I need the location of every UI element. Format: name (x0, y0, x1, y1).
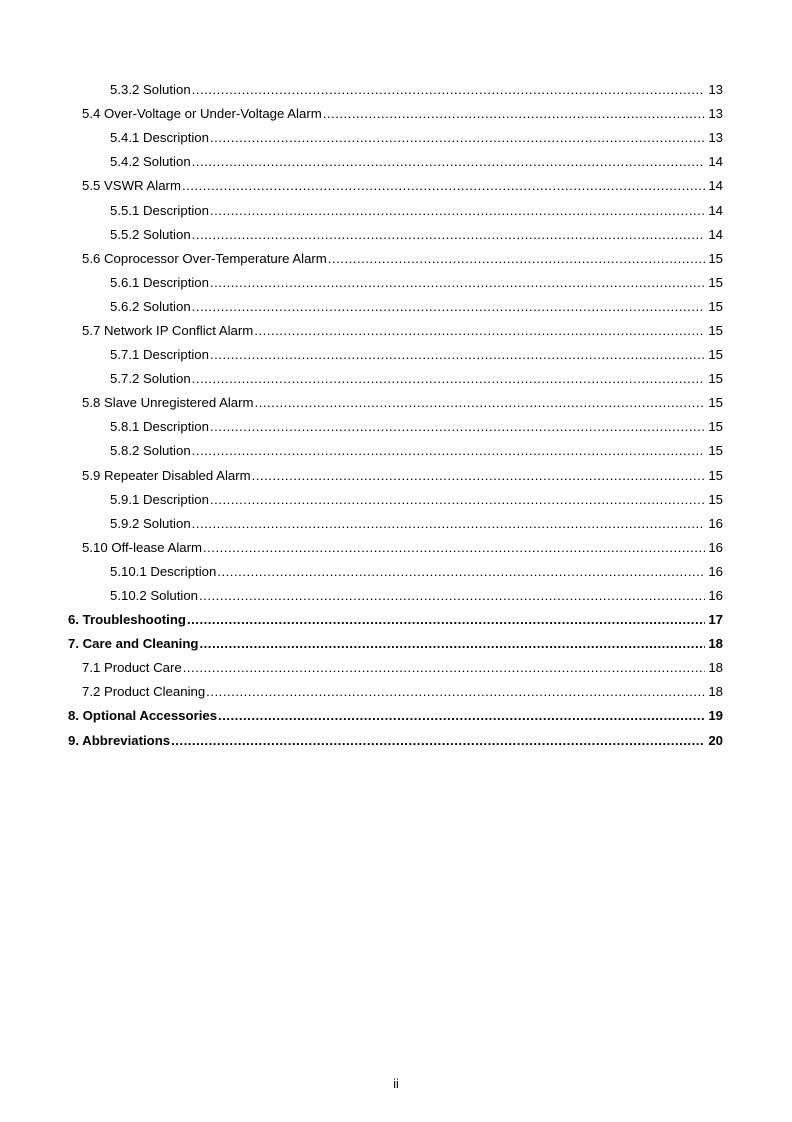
toc-entry-label: 5.9.2 Solution (110, 515, 191, 531)
toc-dot-leader (328, 251, 706, 267)
toc-entry[interactable] (0, 632, 792, 656)
toc-entry-page-number: 14 (708, 202, 723, 218)
toc-entry-page-number: 15 (708, 395, 723, 411)
toc-dot-leader (192, 443, 706, 459)
toc-dot-leader (192, 299, 706, 315)
toc-dot-leader (254, 323, 705, 339)
toc-entry-page-number: 13 (708, 82, 723, 98)
toc-dot-leader (210, 130, 705, 146)
toc-entry-page-number: 18 (708, 636, 723, 652)
toc-entry[interactable] (0, 150, 792, 174)
toc-dot-leader (210, 275, 705, 291)
toc-dot-leader (183, 660, 706, 676)
toc-entry-label: 5.10 Off-lease Alarm (82, 539, 202, 555)
toc-entry[interactable] (0, 439, 792, 463)
toc-entry-page-number: 14 (708, 226, 723, 242)
toc-entry[interactable] (0, 174, 792, 198)
toc-entry[interactable] (0, 391, 792, 415)
toc-entry[interactable] (0, 512, 792, 536)
toc-entry-label: 5.8.1 Description (110, 419, 209, 435)
toc-entry[interactable] (0, 295, 792, 319)
toc-dot-leader (192, 227, 706, 243)
toc-entry[interactable] (0, 680, 792, 704)
toc-entry-label: 6. Troubleshooting (68, 612, 186, 628)
toc-entry-page-number: 15 (708, 274, 723, 290)
toc-entry[interactable] (0, 102, 792, 126)
toc-dot-leader (252, 468, 706, 484)
toc-entry-page-number: 17 (708, 612, 723, 628)
toc-entry-page-number: 15 (708, 298, 723, 314)
toc-entry[interactable] (0, 247, 792, 271)
toc-entry-page-number: 16 (708, 563, 723, 579)
toc-entry-page-number: 15 (708, 419, 723, 435)
toc-entry-page-number: 18 (708, 684, 723, 700)
page-footer-number: ii (393, 1077, 399, 1091)
toc-entry-page-number: 14 (708, 178, 723, 194)
toc-entry-label: 5.5.2 Solution (110, 226, 191, 242)
toc-dot-leader (218, 708, 705, 724)
toc-entry-page-number: 15 (708, 467, 723, 483)
toc-entry-label: 5.10.1 Description (110, 563, 217, 579)
toc-entry-page-number: 19 (708, 708, 723, 724)
toc-entry-label: 5.6.1 Description (110, 274, 209, 290)
toc-entry-page-number: 13 (708, 106, 723, 122)
toc-entry-page-number: 15 (708, 322, 723, 338)
toc-entry-page-number: 15 (708, 491, 723, 507)
toc-entry[interactable] (0, 319, 792, 343)
toc-dot-leader (199, 588, 705, 604)
toc-entry[interactable] (0, 415, 792, 439)
toc-entry-page-number: 13 (708, 130, 723, 146)
toc-entry-label: 7.2 Product Cleaning (82, 684, 206, 700)
toc-entry-label: 7.1 Product Care (82, 660, 182, 676)
toc-entry-page-number: 15 (708, 443, 723, 459)
toc-entry-page-number: 15 (708, 347, 723, 363)
toc-entry-page-number: 15 (708, 371, 723, 387)
toc-entry-page-number: 18 (708, 660, 723, 676)
toc-entry-page-number: 15 (708, 250, 723, 266)
toc-entry[interactable] (0, 584, 792, 608)
toc-entry-label: 5.10.2 Solution (110, 588, 198, 604)
toc-dot-leader (323, 106, 706, 122)
toc-entry-page-number: 16 (708, 515, 723, 531)
toc-entry[interactable] (0, 560, 792, 584)
toc-dot-leader (210, 347, 705, 363)
toc-entry[interactable] (0, 608, 792, 632)
toc-entry-label: 5.9 Repeater Disabled Alarm (82, 467, 251, 483)
toc-dot-leader (210, 419, 705, 435)
toc-entry-label: 5.4.2 Solution (110, 154, 191, 170)
toc-entry-label: 5.5.1 Description (110, 202, 209, 218)
toc-entry-label: 5.7.2 Solution (110, 371, 191, 387)
toc-entry[interactable] (0, 464, 792, 488)
toc-entry[interactable] (0, 271, 792, 295)
toc-entry[interactable] (0, 656, 792, 680)
toc-entry[interactable] (0, 704, 792, 728)
toc-entry-label: 5.6 Coprocessor Over-Temperature Alarm (82, 250, 327, 266)
table-of-contents (0, 78, 792, 753)
toc-entry[interactable] (0, 126, 792, 150)
toc-dot-leader (187, 612, 705, 628)
toc-dot-leader (203, 540, 705, 556)
toc-entry[interactable] (0, 343, 792, 367)
toc-entry-label: 5.7.1 Description (110, 347, 209, 363)
toc-dot-leader (182, 178, 705, 194)
toc-dot-leader (192, 82, 706, 98)
toc-entry-label: 5.6.2 Solution (110, 298, 191, 314)
toc-dot-leader (199, 636, 705, 652)
toc-dot-leader (192, 154, 706, 170)
toc-dot-leader (210, 203, 705, 219)
toc-entry-label: 5.7 Network IP Conflict Alarm (82, 322, 254, 338)
toc-entry-label: 7. Care and Cleaning (68, 636, 199, 652)
toc-entry[interactable] (0, 78, 792, 102)
toc-entry-label: 5.9.1 Description (110, 491, 209, 507)
toc-entry-label: 5.4.1 Description (110, 130, 209, 146)
toc-entry[interactable] (0, 367, 792, 391)
toc-entry-page-number: 16 (708, 588, 723, 604)
toc-dot-leader (192, 371, 706, 387)
toc-entry[interactable] (0, 223, 792, 247)
toc-dot-leader (171, 733, 705, 749)
toc-entry-page-number: 20 (708, 732, 723, 748)
toc-entry[interactable] (0, 198, 792, 222)
toc-entry-label: 9. Abbreviations (68, 732, 171, 748)
toc-entry-label: 8. Optional Accessories (68, 708, 218, 724)
toc-entry[interactable] (0, 729, 792, 753)
toc-dot-leader (255, 395, 706, 411)
toc-entry-label: 5.3.2 Solution (110, 82, 191, 98)
toc-entry-label: 5.5 VSWR Alarm (82, 178, 181, 194)
toc-dot-leader (206, 684, 705, 700)
toc-entry-label: 5.4 Over-Voltage or Under-Voltage Alarm (82, 106, 322, 122)
toc-entry-label: 5.8 Slave Unregistered Alarm (82, 395, 254, 411)
toc-entry-page-number: 14 (708, 154, 723, 170)
toc-dot-leader (210, 492, 705, 508)
toc-entry[interactable] (0, 488, 792, 512)
toc-entry-page-number: 16 (708, 539, 723, 555)
toc-entry[interactable] (0, 536, 792, 560)
toc-entry-label: 5.8.2 Solution (110, 443, 191, 459)
toc-dot-leader (192, 516, 706, 532)
toc-dot-leader (217, 564, 705, 580)
